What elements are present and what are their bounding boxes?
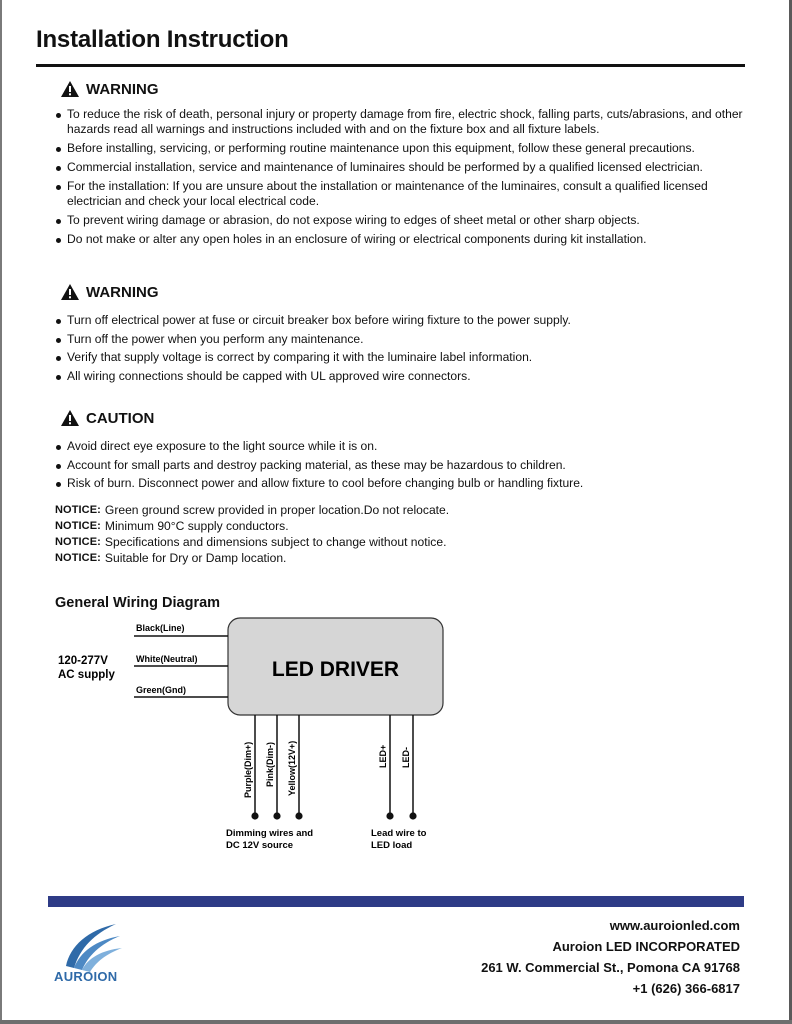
notice-text: Specifications and dimensions subject to change without notice. [104, 535, 447, 549]
company-name: Auroion LED INCORPORATED [552, 939, 740, 954]
notice-label: NOTICE: [55, 504, 101, 516]
supply-label-line1: 120-277V [58, 655, 108, 667]
wire-label-yellow: Yellow(12V+) [287, 740, 297, 796]
list-item: Avoid direct eye exposure to the light source while it is on. [54, 439, 754, 454]
wire-label-black: Black(Line) [136, 623, 185, 633]
list-item: Before installing, servicing, or performing routine maintenance upon this equipment, follow these general precautions. [54, 141, 754, 156]
warning-list-1 [54, 107, 754, 247]
wiring-diagram-title: General Wiring Diagram [55, 595, 221, 611]
warning-label: WARNING [86, 80, 159, 98]
notice-row [55, 502, 449, 518]
list-item: Account for small parts and destroy packing material, as these may be hazardous to children. [54, 458, 754, 473]
notices-block [55, 502, 449, 566]
wire-label-white: White(Neutral) [136, 654, 198, 664]
list-item: Verify that supply voltage is correct by comparing it with the luminaire label information. [54, 350, 754, 365]
notice-label: NOTICE: [55, 552, 101, 564]
caution-label: CAUTION [86, 409, 155, 427]
warning-label: WARNING [86, 283, 159, 301]
page-edge-left [0, 0, 2, 1024]
list-item: Risk of burn. Disconnect power and allow fixture to cool before changing bulb or handling fixture. [54, 476, 754, 491]
led-driver-label: LED DRIVER [271, 658, 400, 681]
wire-label-purple: Purple(Dim+) [243, 741, 253, 798]
dimming-caption-line2: DC 12V source [226, 840, 294, 851]
warning-triangle-icon [60, 80, 80, 98]
warning-triangle-icon [60, 283, 80, 301]
notice-text: Suitable for Dry or Damp location. [104, 551, 287, 565]
dimming-caption-line1: Dimming wires and [226, 828, 314, 839]
warning-triangle-icon [60, 409, 80, 427]
led-caption-line1: Lead wire to [371, 828, 427, 839]
company-website: www.auroionled.com [609, 918, 740, 933]
warning-heading-2 [60, 281, 754, 303]
list-item: Commercial installation, service and maintenance of luminaires should be performed by a qualified licensed electrician. [54, 160, 754, 175]
caution-list [54, 439, 754, 491]
warning-section-2 [54, 281, 754, 387]
notice-text: Minimum 90°C supply conductors. [104, 519, 289, 533]
warning-heading-1 [60, 78, 754, 100]
wire-terminal [251, 812, 258, 819]
wire-terminal [409, 812, 416, 819]
caution-section [54, 407, 754, 495]
wire-label-led-plus: LED+ [378, 744, 388, 768]
title-rule [36, 64, 745, 67]
list-item: For the installation: If you are unsure about the installation or maintenance of the luminaires, consult a qualified licensed electrician and check your local electrical code. [54, 179, 754, 209]
caution-heading [60, 407, 754, 429]
list-item: All wiring connections should be capped with UL approved wire connectors. [54, 369, 754, 384]
footer-bar [48, 896, 744, 907]
supply-label-line2: AC supply [58, 669, 115, 681]
wire-terminal [295, 812, 302, 819]
notice-row [55, 550, 449, 566]
notice-row [55, 518, 449, 534]
led-caption-line2: LED load [371, 840, 413, 851]
notice-text: Green ground screw provided in proper location.Do not relocate. [104, 503, 450, 517]
list-item: To prevent wiring damage or abrasion, do not expose wiring to edges of sheet metal or other sharp objects. [54, 213, 754, 228]
wire-terminal [386, 812, 393, 819]
list-item: Turn off the power when you perform any maintenance. [54, 332, 754, 347]
page-edge-bottom [0, 1020, 792, 1024]
wiring-diagram [0, 600, 792, 860]
list-item: Turn off electrical power at fuse or circuit breaker box before wiring fixture to the power supply. [54, 313, 754, 328]
wire-terminal [273, 812, 280, 819]
wire-label-green: Green(Gnd) [136, 685, 187, 695]
company-phone: +1 (626) 366-6817 [632, 981, 740, 996]
notice-label: NOTICE: [55, 536, 101, 548]
company-address: 261 W. Commercial St., Pomona CA 91768 [481, 960, 740, 975]
notice-label: NOTICE: [55, 520, 101, 532]
warning-list-2 [54, 313, 754, 384]
wire-label-led-minus: LED- [401, 747, 411, 768]
notice-row [55, 534, 449, 550]
list-item: To reduce the risk of death, personal injury or property damage from fire, electric shock, falling parts, cuts/abrasions, and other hazards read all warnings and instructions included with and on the fixture box and all fixture labels. [54, 107, 754, 137]
wire-label-pink: Pink(Dim-) [265, 742, 275, 787]
warning-section-1 [54, 78, 754, 251]
logo-wordmark: AUROION [54, 969, 118, 984]
page-title: Installation Instruction [36, 26, 289, 53]
list-item: Do not make or alter any open holes in an enclosure of wiring or electrical components during kit installation. [54, 232, 754, 247]
company-info [481, 915, 740, 999]
